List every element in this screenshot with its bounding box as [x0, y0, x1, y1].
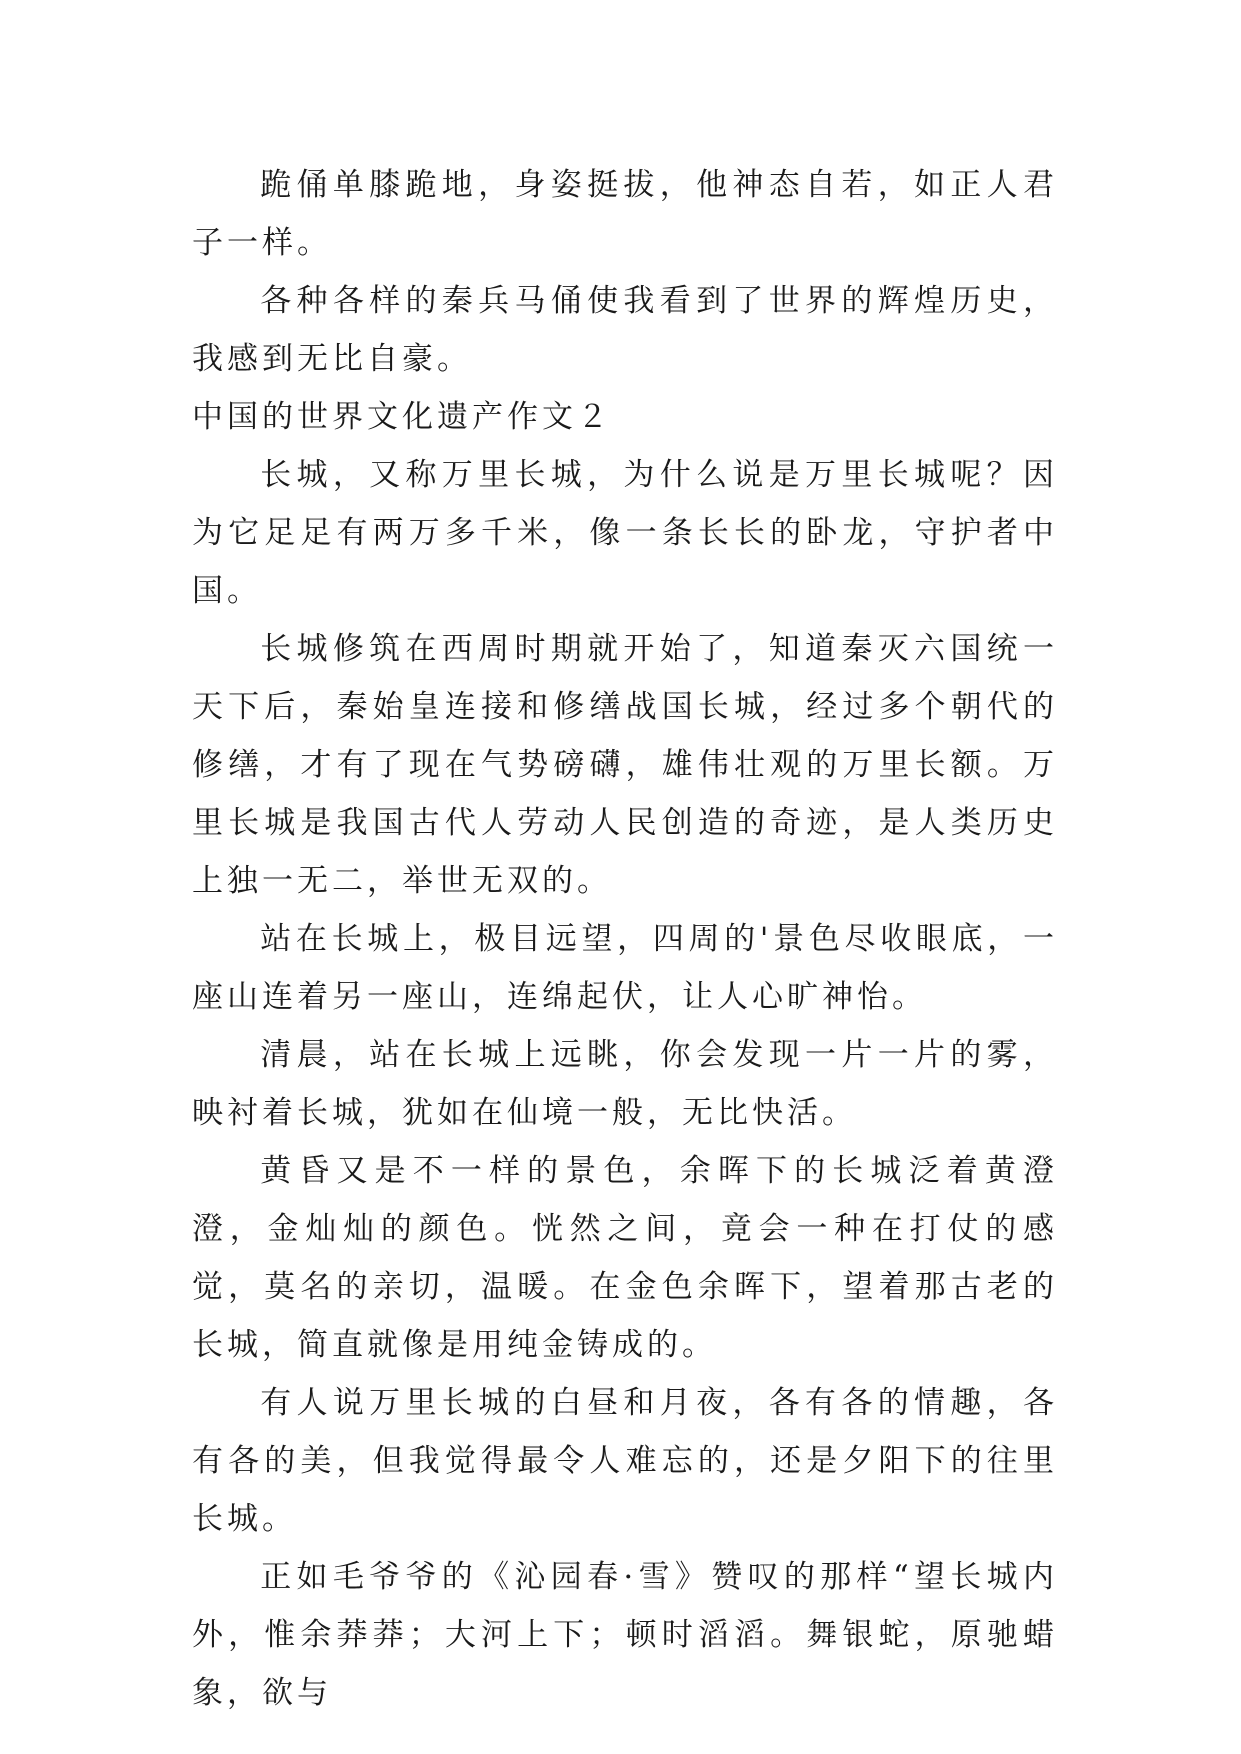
- paragraph: 正如毛爷爷的《沁园春·雪》赞叹的那样“望长城内外，惟余莽莽；大河上下；顿时滔滔。舞银蛇，原驰蜡象，欲与: [192, 1559, 1058, 1711]
- paragraph: 有人说万里长城的白昼和月夜，各有各的情趣，各有各的美，但我觉得最令人难忘的，还是夕阳下的往里长城。: [192, 1385, 1058, 1537]
- document-body: [192, 156, 1058, 1722]
- paragraph: 长城，又称万里长城，为什么说是万里长城呢？因为它足足有两万多千米，像一条长长的卧龙，守护者中国。: [192, 457, 1058, 609]
- paragraph: 跪俑单膝跪地，身姿挺拔，他神态自若，如正人君子一样。: [192, 167, 1058, 261]
- section-heading: 中国的世界文化遗产作文２: [192, 399, 612, 435]
- paragraph: 各种各样的秦兵马俑使我看到了世界的辉煌历史，我感到无比自豪。: [192, 283, 1058, 377]
- paragraph: 黄昏又是不一样的景色，余晖下的长城泛着黄澄澄，金灿灿的颜色。恍然之间，竟会一种在打仗的感觉，莫名的亲切，温暖。在金色余晖下，望着那古老的长城，简直就像是用纯金铸成的。: [192, 1153, 1058, 1363]
- paragraph: 长城修筑在西周时期就开始了，知道秦灭六国统一天下后，秦始皇连接和修缮战国长城，经过多个朝代的修缮，才有了现在气势磅礴，雄伟壮观的万里长额。万里长城是我国古代人劳动人民创造的奇迹，是人类历史上独一无二，举世无双的。: [192, 631, 1058, 899]
- paragraph: 站在长城上，极目远望，四周的'景色尽收眼底，一座山连着另一座山，连绵起伏，让人心旷神怡。: [192, 921, 1058, 1015]
- paragraph: 清晨，站在长城上远眺，你会发现一片一片的雾，映衬着长城，犹如在仙境一般，无比快活。: [192, 1037, 1058, 1131]
